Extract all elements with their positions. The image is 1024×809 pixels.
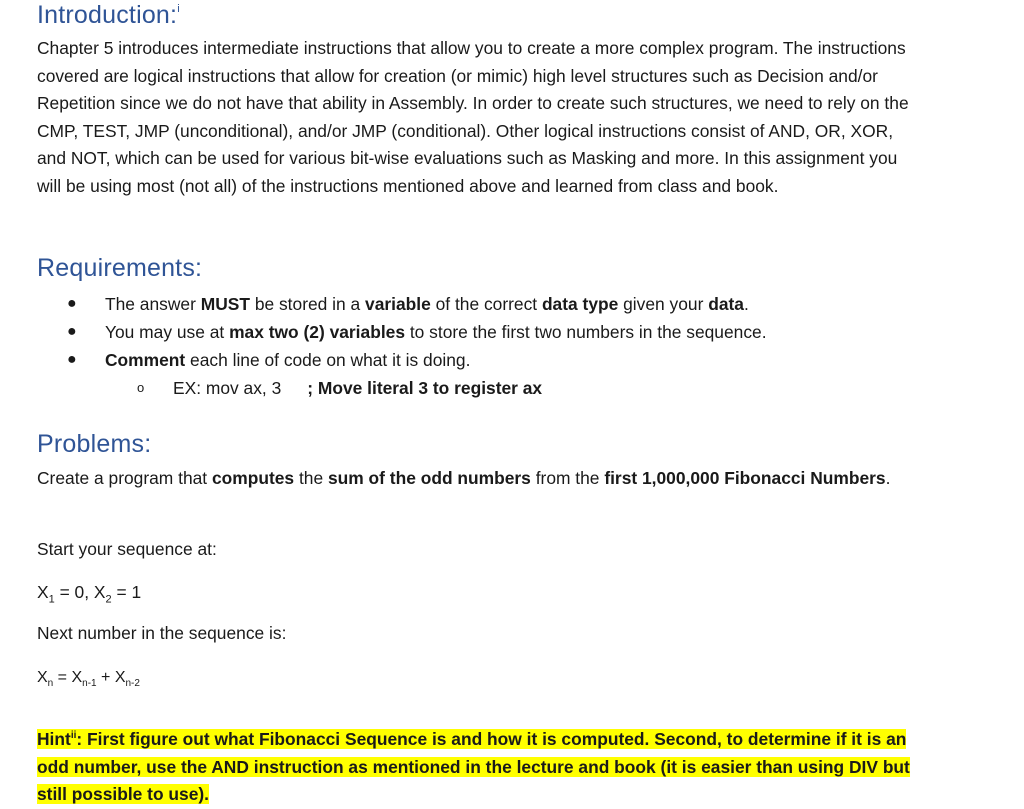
problem-text: the — [294, 468, 328, 488]
problem-bold: first 1,000,000 Fibonacci Numbers — [604, 468, 886, 488]
next-number-label: Next number in the sequence is: — [37, 623, 287, 643]
requirement-text: given your — [618, 294, 709, 314]
requirements-heading: Requirements: — [37, 254, 203, 282]
requirement-text: . — [743, 294, 749, 314]
requirement-bold: max two (2) variables — [229, 322, 405, 342]
subscript: n-2 — [125, 678, 140, 690]
requirement-text: be stored in a — [249, 294, 366, 314]
requirement-bold: data type — [541, 294, 619, 314]
bullet-icon: ● — [67, 323, 77, 340]
sub-bullet-icon: o — [137, 380, 145, 395]
requirement-bold: Comment — [105, 350, 186, 370]
problem-text: from the — [530, 468, 605, 488]
subscript: n-1 — [82, 678, 97, 690]
introduction-footnote-mark[interactable]: i — [177, 3, 180, 15]
requirement-bold: variable — [365, 294, 431, 314]
problem-bold: sum of the odd numbers — [327, 468, 531, 488]
start-sequence-label: Start your sequence at: — [37, 539, 217, 559]
requirement-text: You may use at — [105, 322, 230, 342]
requirement-bold: data — [708, 294, 744, 314]
problems-paragraph — [37, 465, 917, 493]
requirement-text: of the correct — [430, 294, 542, 314]
introduction-paragraph: Chapter 5 introduces intermediate instructions that allow you to create a more complex program. The instructions covered are logical instructions that allow for creation (or mimic) high level structures such as Decision and/or Repetition since we do not have that ability in Assembly. In order to create such structures, we need to rely on the CMP, TEST, JMP (unconditional), and/or JMP (conditional). Other logical instructions consist of AND, OR, XOR, and NOT, which can be used for various bit-wise evaluations such as Masking and more. In this assignment you will be using most (not all) of the instructions mentioned above and learned from class and book. — [37, 38, 909, 196]
hint-text: : First figure out what Fibonacci Sequence is and how it is computed. Second, to determine if it is an odd number, use the AND instruction as mentioned in the lecture and book (it is easier than using DIV but still possible to use). — [37, 729, 910, 805]
hint-paragraph — [37, 722, 937, 809]
bullet-icon: ● — [67, 351, 77, 368]
var-x: X — [37, 582, 49, 602]
example-code: EX: mov ax, 3 — [173, 378, 282, 398]
introduction-title-text: Introduction: — [37, 1, 178, 29]
hint-footnote-mark[interactable]: ii — [70, 730, 77, 742]
requirement-text: to store the first two numbers in the sequence. — [405, 322, 767, 342]
requirement-item-answer — [67, 290, 767, 318]
fibonacci-formula — [37, 664, 140, 698]
requirement-text: The answer — [105, 294, 201, 314]
subscript: n — [47, 678, 54, 690]
problem-text: Create a program that — [37, 468, 212, 488]
formula-text: + X — [96, 669, 126, 686]
requirement-text: each line of code on what it is doing. — [185, 350, 471, 370]
example-comment: ; Move literal 3 to register ax — [307, 378, 543, 398]
hint-label: Hint — [37, 729, 71, 750]
requirement-example — [67, 374, 767, 402]
formula-text: = X — [53, 669, 83, 686]
initial-values — [37, 579, 141, 614]
hint-highlight — [37, 729, 910, 804]
requirement-item-comment — [67, 346, 767, 374]
initial-text: = 0, X — [54, 582, 106, 602]
requirement-bold: MUST — [200, 294, 250, 314]
subscript: 2 — [105, 593, 112, 606]
subscript: 1 — [48, 593, 55, 606]
requirement-item-variables — [67, 318, 767, 346]
problems-heading: Problems: — [37, 430, 152, 458]
problem-bold: computes — [211, 468, 295, 488]
problem-text: . — [885, 468, 891, 488]
bullet-icon: ● — [67, 295, 77, 312]
requirements-list — [67, 290, 767, 402]
var-x: X — [37, 669, 48, 686]
initial-text: = 1 — [111, 582, 142, 602]
introduction-heading — [37, 1, 180, 30]
